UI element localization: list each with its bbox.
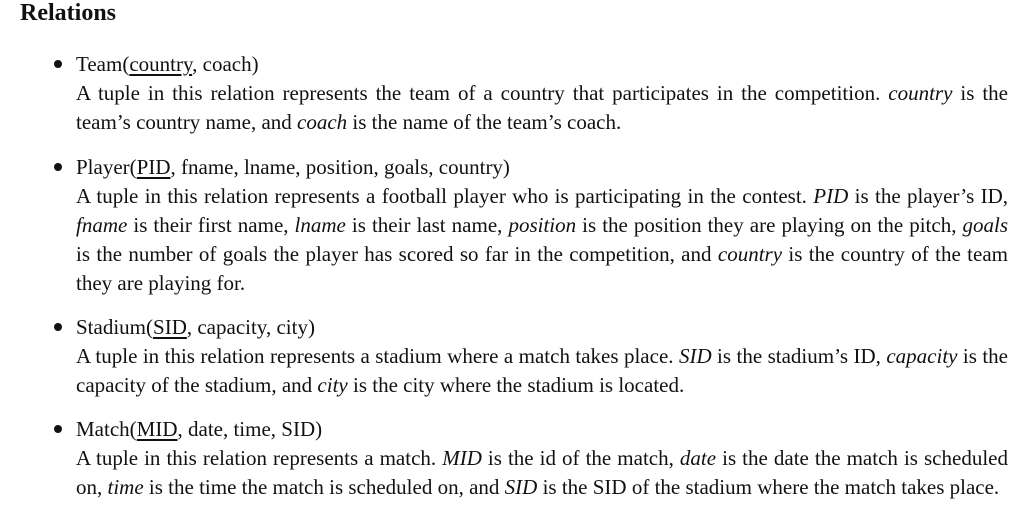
attribute-name: country bbox=[888, 81, 953, 105]
description-text: is the position they are playing on the pitch, bbox=[576, 213, 963, 237]
primary-key: MID bbox=[136, 417, 178, 441]
relation-name: Team bbox=[76, 52, 123, 76]
attribute-name: SID bbox=[678, 344, 712, 368]
attribute-list: , date, time, SID) bbox=[177, 417, 323, 441]
description-text: is the id of the match, bbox=[481, 446, 680, 470]
primary-key: country bbox=[129, 52, 193, 76]
attribute-name: date bbox=[679, 446, 717, 470]
attribute-name: position bbox=[508, 213, 577, 237]
attribute-list: , capacity, city) bbox=[186, 315, 315, 339]
relation-name: Stadium bbox=[76, 315, 147, 339]
description-text: is the stadium’s ID, bbox=[711, 344, 887, 368]
attribute-name: country bbox=[717, 242, 783, 266]
open-paren: ( bbox=[129, 155, 137, 179]
description-text: is the capacity of the stadium, and bbox=[76, 344, 1009, 397]
relation-name: Player bbox=[76, 155, 130, 179]
description-text: is the SID of the stadium where the match takes place. bbox=[537, 475, 1000, 499]
description-text: is their last name, bbox=[345, 213, 509, 237]
attribute-list: , coach) bbox=[192, 52, 259, 76]
bullet bbox=[54, 60, 62, 68]
attribute-name: coach bbox=[297, 110, 348, 134]
primary-key: SID bbox=[153, 315, 187, 339]
description-text: is the city where the stadium is located. bbox=[347, 373, 685, 397]
description-text: is the player’s ID, bbox=[848, 184, 1008, 208]
description-text: is the country of the team they are playing for. bbox=[76, 242, 1008, 295]
description-text: is the name of the team’s coach. bbox=[347, 110, 622, 134]
attribute-name: time bbox=[107, 475, 144, 499]
description-text: is the time the match is scheduled on, and bbox=[143, 475, 505, 499]
section-heading: Relations bbox=[20, 0, 116, 26]
attribute-name: SID bbox=[504, 475, 538, 499]
relation-signature bbox=[76, 153, 1008, 182]
attribute-name: city bbox=[317, 373, 348, 397]
description-text: A tuple in this relation represents a stadium where a match takes place. bbox=[76, 344, 679, 368]
relation-item-match bbox=[76, 415, 1008, 502]
attribute-name: capacity bbox=[886, 344, 958, 368]
relation-item-stadium bbox=[76, 313, 1008, 400]
description-text: is the date the match is scheduled on, bbox=[76, 446, 1008, 499]
relation-signature bbox=[76, 415, 1008, 444]
attribute-name: MID bbox=[442, 446, 482, 470]
relation-description bbox=[76, 342, 1008, 400]
description-text: is their first name, bbox=[127, 213, 295, 237]
relation-description bbox=[76, 79, 1008, 137]
description-text: is the number of goals the player has scored so far in the competition, and bbox=[76, 242, 718, 266]
bullet bbox=[54, 425, 62, 433]
attribute-name: PID bbox=[813, 184, 849, 208]
description-text: A tuple in this relation represents a match. bbox=[76, 446, 443, 470]
relation-description bbox=[76, 182, 1008, 298]
description-text: A tuple in this relation represents the team of a country that participates in the competition. bbox=[76, 81, 889, 105]
open-paren: ( bbox=[122, 52, 130, 76]
relation-signature bbox=[76, 50, 1008, 79]
attribute-name: goals bbox=[962, 213, 1008, 237]
relation-description bbox=[76, 444, 1008, 502]
attribute-name: lname bbox=[294, 213, 346, 237]
primary-key: PID bbox=[136, 155, 171, 179]
relation-signature bbox=[76, 313, 1008, 342]
open-paren: ( bbox=[146, 315, 154, 339]
description-text: A tuple in this relation represents a football player who is participating in the contest. bbox=[76, 184, 814, 208]
relation-item-player bbox=[76, 153, 1008, 298]
relation-item-team bbox=[76, 50, 1008, 137]
bullet bbox=[54, 163, 62, 171]
attribute-name: fname bbox=[76, 213, 128, 237]
open-paren: ( bbox=[129, 417, 137, 441]
relation-name: Match bbox=[76, 417, 130, 441]
bullet bbox=[54, 323, 62, 331]
description-text: is the team’s country name, and bbox=[76, 81, 1008, 134]
attribute-list: , fname, lname, position, goals, country) bbox=[170, 155, 510, 179]
